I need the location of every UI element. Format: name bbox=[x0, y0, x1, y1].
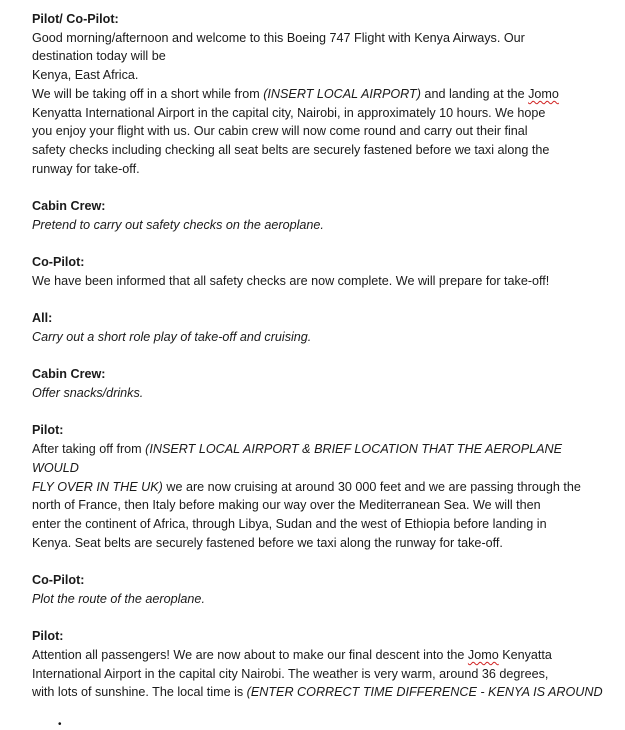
text-run: destination today will be bbox=[32, 49, 166, 64]
text-run: Kenyatta International Airport in the capital city, Nairobi, in approximately 10 hours. We hope bbox=[32, 105, 546, 120]
section-gap bbox=[32, 608, 607, 627]
script-section bbox=[32, 421, 607, 552]
speaker-heading: Co-Pilot: bbox=[32, 573, 85, 587]
misspelled-word: Jomo bbox=[467, 647, 499, 662]
script-section bbox=[32, 627, 607, 702]
text-run: north of France, then Italy before making our way over the Mediterranean Sea. We will then bbox=[32, 498, 541, 513]
text-line bbox=[32, 66, 607, 85]
speaker-heading: All: bbox=[32, 311, 53, 326]
speaker-heading: Co-Pilot: bbox=[32, 255, 85, 270]
text-line bbox=[32, 646, 607, 665]
italic-text: Plot the route of the aeroplane. bbox=[32, 591, 205, 606]
page-cut-off bbox=[0, 718, 625, 728]
script-section bbox=[32, 571, 607, 608]
text-run: Kenya. Seat belts are securely fastened before we taxi along the runway for take-off. bbox=[32, 535, 503, 550]
italic-text: (ENTER CORRECT TIME DIFFERENCE - KENYA IS AROUND bbox=[246, 685, 603, 700]
text-run: runway for take-off. bbox=[32, 161, 140, 176]
text-line bbox=[32, 665, 607, 684]
text-line bbox=[32, 683, 607, 702]
italic-text: (INSERT LOCAL AIRPORT) bbox=[263, 86, 421, 101]
text-line bbox=[32, 440, 607, 477]
text-run: Kenya, East Africa. bbox=[32, 68, 139, 83]
misspelled-word: Jomo bbox=[528, 86, 559, 101]
text-line bbox=[32, 384, 607, 403]
text-run: After taking off from bbox=[32, 442, 146, 457]
speaker-heading: Cabin Crew: bbox=[32, 367, 106, 382]
text-run: we are now cruising at around 30 000 feet and we are passing through the bbox=[162, 479, 581, 494]
text-run: with lots of sunshine. The local time is bbox=[32, 685, 247, 700]
text-line bbox=[32, 534, 607, 553]
script-section bbox=[32, 197, 607, 234]
speaker-heading: Pilot/ Co-Pilot: bbox=[32, 12, 119, 26]
text-run: you enjoy your flight with us. Our cabin crew will now come round and carry out their final bbox=[32, 124, 528, 139]
text-line bbox=[32, 47, 607, 66]
text-line bbox=[32, 272, 607, 291]
text-line bbox=[32, 328, 607, 347]
text-run: safety checks including checking all seat belts are securely fastened before we taxi along the bbox=[32, 142, 550, 157]
text-run: Good morning/afternoon and welcome to this Boeing 747 Flight with Kenya Airways. Our bbox=[32, 30, 525, 45]
italic-text: FLY OVER IN THE UK) bbox=[32, 479, 163, 494]
text-line bbox=[32, 104, 607, 123]
text-run: Attention all passengers! We are now about to make our final descent into the bbox=[32, 647, 468, 662]
section-gap bbox=[32, 178, 607, 197]
italic-text: Carry out a short role play of take-off and cruising. bbox=[32, 329, 312, 344]
text-run: International Airport in the capital city Nairobi. The weather is very warm, around 36 degrees, bbox=[32, 666, 549, 681]
script-section bbox=[32, 253, 607, 290]
document-body bbox=[32, 10, 607, 702]
speaker-heading: Pilot: bbox=[32, 629, 64, 644]
section-gap bbox=[32, 291, 607, 310]
text-line bbox=[32, 478, 607, 497]
speaker-heading: Cabin Crew: bbox=[32, 199, 106, 214]
text-line bbox=[32, 216, 607, 235]
bullet-mark: • bbox=[58, 719, 62, 730]
speaker-heading: Pilot: bbox=[32, 423, 64, 438]
section-gap bbox=[32, 234, 607, 253]
script-section bbox=[32, 10, 607, 178]
text-line bbox=[32, 515, 607, 534]
section-gap bbox=[32, 347, 607, 366]
text-run: and landing at the bbox=[420, 86, 529, 101]
text-line bbox=[32, 122, 607, 141]
text-line bbox=[32, 141, 607, 160]
text-line bbox=[32, 85, 607, 104]
section-gap bbox=[32, 552, 607, 571]
italic-text: Pretend to carry out safety checks on the aeroplane. bbox=[32, 217, 324, 232]
italic-text: Offer snacks/drinks. bbox=[32, 386, 144, 400]
text-line bbox=[32, 590, 607, 609]
text-line bbox=[32, 160, 607, 179]
text-line bbox=[32, 29, 607, 48]
italic-text: (INSERT LOCAL AIRPORT & BRIEF LOCATION THAT THE AEROPLANE WOULD bbox=[32, 442, 563, 475]
text-run: We have been informed that all safety checks are now complete. We will prepare for take-off! bbox=[32, 273, 550, 288]
text-run: enter the continent of Africa, through Libya, Sudan and the west of Ethiopia before landing in bbox=[32, 516, 547, 531]
script-section bbox=[32, 309, 607, 346]
script-section bbox=[32, 365, 607, 402]
text-run: Kenyatta bbox=[498, 647, 552, 662]
section-gap bbox=[32, 403, 607, 422]
text-line bbox=[32, 496, 607, 515]
text-run: We will be taking off in a short while from bbox=[32, 86, 264, 101]
